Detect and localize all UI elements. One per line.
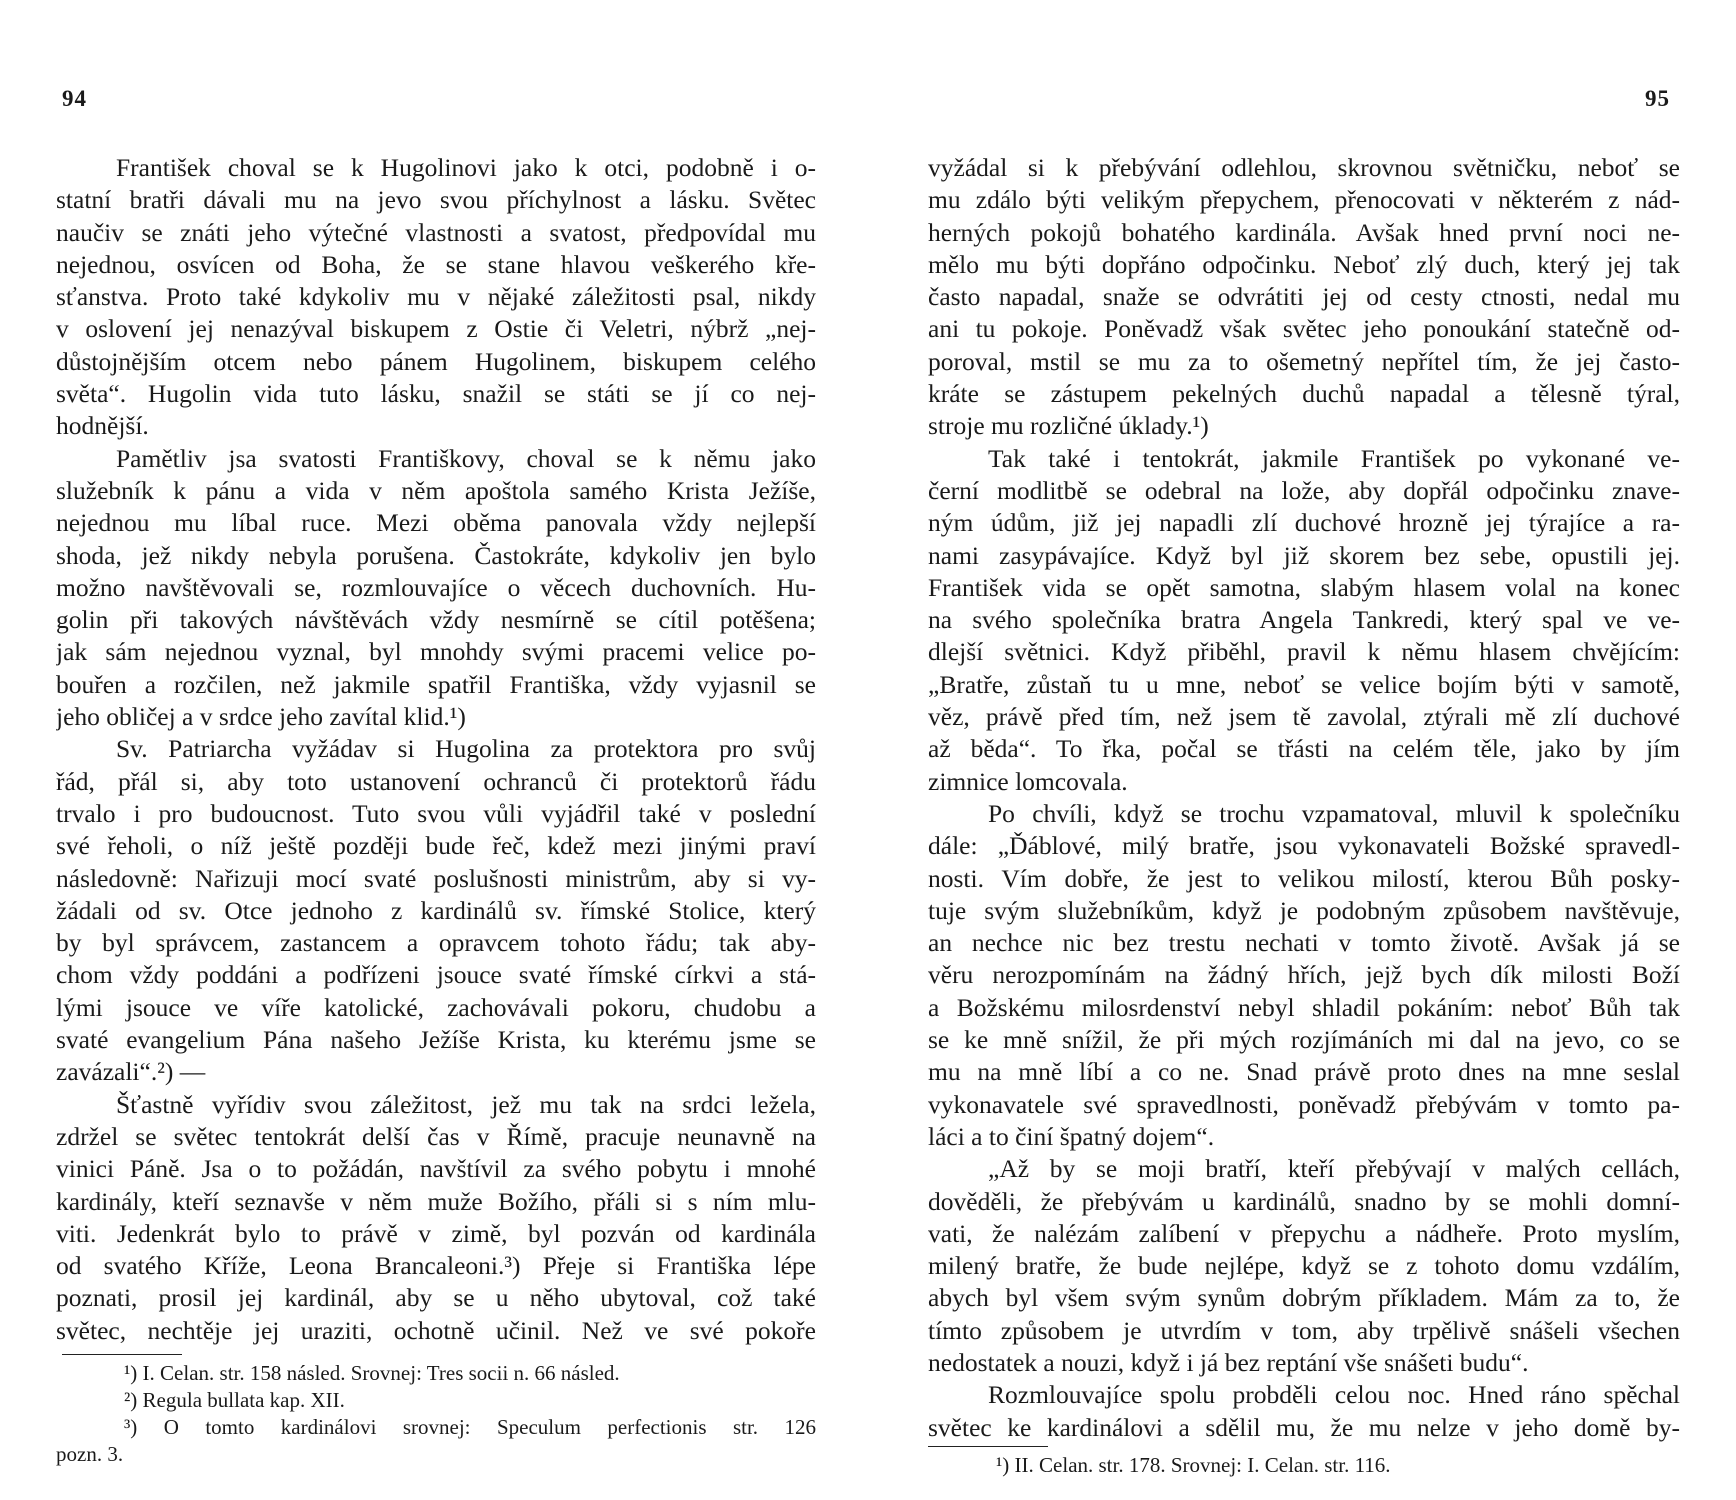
- right-footnotes: [928, 1452, 1680, 1479]
- left-footnotes: [56, 1360, 816, 1468]
- text-line: ani tu pokoje. Poněvadž však světec jeho ponoukání statečně od-: [928, 314, 1680, 344]
- text-line: by byl správcem, zastancem a opravcem tohoto řádu; tak aby-: [56, 928, 816, 958]
- text-line: tuje svým služebníkům, když je podobným způsobem navštěvuje,: [928, 895, 1680, 925]
- text-line: viti. Jedenkrát bylo to právě v zimě, byl pozván od kardinála: [56, 1218, 816, 1248]
- footnote: ³) O tomto kardinálovi srovnej: Speculum perfectionis str. 126: [124, 1415, 816, 1439]
- text-line: milený bratře, že bude nejlépe, když se z tohoto domu vzdálím,: [928, 1251, 1680, 1281]
- text-line: nami zasypávajíce. Když byl již skorem bez sebe, opustili jej.: [928, 540, 1680, 570]
- text-line: František vida se opět samotna, slabým hlasem volal na konec: [928, 572, 1680, 602]
- text-line: často napadal, snaže se odvrátiti jej od cesty ctnosti, nedal mu: [928, 282, 1680, 312]
- text-line: „Až by se moji bratří, kteří přebývají v malých cellách,: [988, 1154, 1680, 1184]
- text-line: ným údům, již jej napadli zlí duchové hrozně jej týrajíce a ra-: [928, 508, 1680, 538]
- text-line: jak sám nejednou vyznal, byl mnohdy svými pracemi velice po-: [56, 637, 816, 667]
- text-line: jeho obličej a v srdce jeho zavítal klid.¹): [56, 702, 466, 732]
- text-line: vinici Páně. Jsa o to požádán, navštívil za svého pobytu i mnohé: [56, 1154, 816, 1184]
- text-line: zavázali“.²) —: [56, 1057, 206, 1087]
- text-line: lými jsouce ve víře katolické, zachovávali pokoru, chudobu a: [56, 992, 816, 1022]
- text-line: mu zdálo býti velikým přepychem, přenocovati v některém z nád-: [928, 185, 1680, 215]
- text-line: shoda, jež nikdy nebyla porušena. Častokráte, kdykoliv jen bylo: [56, 540, 816, 570]
- text-line: nejednou, osvícen od Boha, že se stane hlavou veškerého kře-: [56, 249, 816, 279]
- text-line: služebník k pánu a vida v něm apoštola samého Krista Ježíše,: [56, 475, 816, 505]
- text-line: Sv. Patriarcha vyžádav si Hugolina za protektora pro svůj: [116, 734, 816, 764]
- text-line: tímto způsobem je utvrdím v tom, aby trpělivě snášeli všechen: [928, 1315, 1680, 1345]
- text-line: kráte se zástupem pekelných duchů napadal a tělesně týral,: [928, 379, 1680, 409]
- text-line: sťanstva. Proto také kdykoliv mu v nějaké záležitosti psal, nikdy: [56, 282, 816, 312]
- text-line: Rozmlouvajíce spolu probděli celou noc. Hned ráno spěchal: [988, 1380, 1680, 1410]
- text-line: důstojnějším otcem nebo pánem Hugolinem, biskupem celého: [56, 346, 816, 376]
- footnote: ¹) II. Celan. str. 178. Srovnej: I. Celan. str. 116.: [996, 1453, 1391, 1477]
- text-line: dále: „Ďáblové, milý bratře, jsou vykonavateli Božské spravedl-: [928, 831, 1680, 861]
- text-line: dlejší světnici. Když přiběhl, pravil k němu hlasem chvějícím:: [928, 637, 1680, 667]
- text-line: mu na mně líbí a co ne. Snad právě proto dnes na mne seslal: [928, 1057, 1680, 1087]
- text-line: „Bratře, zůstaň tu u mne, neboť se velice bojím býti v samotě,: [928, 669, 1680, 699]
- text-line: nejednou mu líbal ruce. Mezi oběma panovala vždy nejlepší: [56, 508, 816, 538]
- text-line: stroje mu rozličné úklady.¹): [928, 411, 1209, 441]
- text-line: Pamětliv jsa svatosti Františkovy, choval se k němu jako: [116, 443, 816, 473]
- text-line: poznati, prosil jej kardinál, aby se u něho ubytoval, což také: [56, 1283, 816, 1313]
- footnote: ¹) I. Celan. str. 158 násled. Srovnej: Tres socii n. 66 násled.: [124, 1361, 620, 1385]
- text-line: své řeholi, o níž ještě později bude řeč, kdež mezi jinými praví: [56, 831, 816, 861]
- text-line: hodnější.: [56, 411, 149, 441]
- text-line: světec, nechtěje jej uraziti, ochotně učinil. Než ve své pokoře: [56, 1315, 816, 1345]
- text-line: až běda“. To řka, počal se třásti na celém těle, jako by jím: [928, 734, 1680, 764]
- text-line: trvalo i pro budoucnost. Tuto svou vůli vyjádřil také v poslední: [56, 798, 816, 828]
- text-line: možno navštěvovali se, rozmlouvajíce o věcech duchovních. Hu-: [56, 572, 816, 602]
- footnote: pozn. 3.: [56, 1442, 124, 1466]
- text-line: vykonavatele své spravedlnosti, poněvadž přebývám v tomto pa-: [928, 1089, 1680, 1119]
- text-line: mělo mu býti dopřáno odpočinku. Neboť zlý duch, který jej tak: [928, 249, 1680, 279]
- text-line: nedostatek a nouzi, když i já bez reptání vše snášeti budu“.: [928, 1347, 1529, 1377]
- text-line: následovně: Nařizuji mocí svaté poslušnosti ministrům, aby si vy-: [56, 863, 816, 893]
- text-line: věz, právě před tím, než jsem tě zavolal, ztýrali mě zlí duchové: [928, 702, 1680, 732]
- text-line: a Božskému milosrdenství nebyl shladil pokáním: neboť Bůh tak: [928, 992, 1680, 1022]
- text-line: láci a to činí špatný dojem“.: [928, 1121, 1215, 1151]
- text-line: v oslovení jej nenazýval biskupem z Ostie či Veletri, nýbrž „nej-: [56, 314, 816, 344]
- text-line: světec ke kardinálovi a sdělil mu, že mu nelze v jeho domě by-: [928, 1412, 1680, 1442]
- text-line: naučiv se znáti jeho výtečné vlastnosti a svatost, předpovídal mu: [56, 217, 816, 247]
- text-line: Šťastně vyřídiv svou záležitost, jež mu tak na srdci ležela,: [116, 1089, 816, 1119]
- text-line: zdržel se světec tentokrát delší čas v Římě, pracuje neunavně na: [56, 1121, 816, 1151]
- text-line: František choval se k Hugolinovi jako k otci, podobně i o-: [116, 153, 816, 182]
- text-line: černí modlitbě se odebral na lože, aby dopřál odpočinku znave-: [928, 475, 1680, 505]
- footnote-rule: [62, 1354, 182, 1355]
- text-line: věru nerozpomínám na žádný hřích, jejž bych dík milosti Boží: [928, 960, 1680, 990]
- text-line: svaté evangelium Pána našeho Ježíše Krista, ku kterému jsme se: [56, 1025, 816, 1055]
- left-page-text: [56, 152, 816, 1347]
- text-line: kardinály, kteří seznavše v něm muže Božího, přáli si s ním mlu-: [56, 1186, 816, 1216]
- text-line: chom vždy poddáni a podřízeni jsouce svaté římské církvi a stá-: [56, 960, 816, 990]
- footnote: ²) Regula bullata kap. XII.: [124, 1388, 345, 1412]
- text-line: na svého společníka bratra Angela Tankredi, který spal ve ve-: [928, 605, 1680, 635]
- text-line: abych byl všem svým synům dobrým příkladem. Mám za to, že: [928, 1283, 1680, 1313]
- text-line: poroval, mstil se mu za to ošemetný nepřítel tím, že jej často-: [928, 346, 1680, 376]
- text-line: statní bratři dávali mu na jevo svou příchylnost a lásku. Světec: [56, 185, 816, 215]
- text-line: golin při takových návštěvách vždy nesmírně se cítil potěšena;: [56, 605, 816, 635]
- text-line: dověděli, že přebývám u kardinálů, snadno by se mohli domní-: [928, 1186, 1680, 1216]
- text-line: Po chvíli, když se trochu vzpamatoval, mluvil k společníku: [988, 798, 1680, 828]
- text-line: světa“. Hugolin vida tuto lásku, snažil se státi se jí co nej-: [56, 379, 816, 409]
- text-line: řád, přál si, aby toto ustanovení ochranců či protektorů řádu: [56, 766, 816, 796]
- page-number-right: 95: [1645, 86, 1670, 111]
- text-line: bouřen a rozčilen, než jakmile spatřil Františka, vždy vyjasnil se: [56, 669, 816, 699]
- text-line: od svatého Kříže, Leona Brancaleoni.³) Přeje si Františka lépe: [56, 1251, 816, 1281]
- text-line: vati, že nalézám zalíbení v přepychu a nádheře. Proto myslím,: [928, 1218, 1680, 1248]
- text-line: žádali od sv. Otce jednoho z kardinálů sv. římské Stolice, který: [56, 895, 816, 925]
- text-line: herných pokojů bohatého kardinála. Avšak hned první noci ne-: [928, 217, 1680, 247]
- page-number-left: 94: [62, 86, 87, 111]
- footnote-rule: [928, 1446, 1048, 1447]
- text-line: se ke mně snížil, že při mých rozjímáních mi dal na jevo, co se: [928, 1025, 1680, 1055]
- text-line: an nechce nic bez trestu nechati v tomto životě. Avšak já se: [928, 928, 1680, 958]
- text-line: zimnice lomcovala.: [928, 766, 1128, 796]
- text-line: vyžádal si k přebývání odlehlou, skrovnou světničku, neboť se: [928, 153, 1680, 182]
- right-page-text: [928, 152, 1680, 1444]
- text-line: Tak také i tentokrát, jakmile František po vykonané ve-: [988, 443, 1680, 473]
- text-line: nosti. Vím dobře, že jest to velikou milostí, kterou Bůh posky-: [928, 863, 1680, 893]
